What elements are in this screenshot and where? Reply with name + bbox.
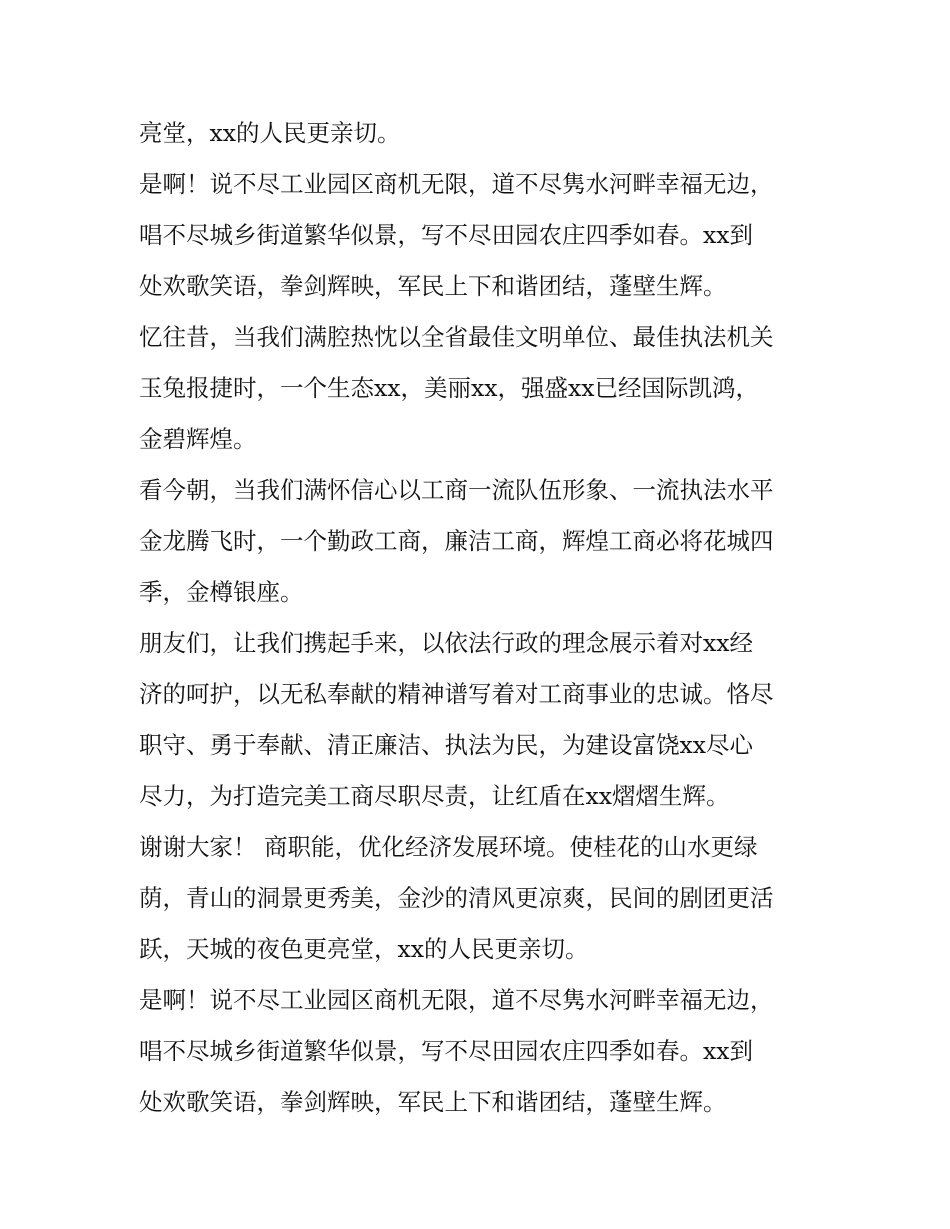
text-line: 金龙腾飞时，一个勤政工商，廉洁工商，辉煌工商必将花城四: [139, 527, 774, 555]
text-line: 亮堂，xx的人民更亲切。: [139, 119, 401, 147]
text-line: 职守、勇于奉献、清正廉洁、执法为民，为建设富饶xx尽心: [139, 731, 754, 759]
text-line: 唱不尽城乡街道繁华似景，写不尽田园农庄四季如春。xx到: [139, 221, 754, 249]
text-line: 看今朝，当我们满怀信心以工商一流队伍形象、一流执法水平: [139, 476, 774, 504]
text-line: 尽力，为打造完美工商尽职尽责，让红盾在xx熠熠生辉。: [139, 782, 730, 810]
text-line: 金碧辉煌。: [139, 425, 257, 453]
text-line: 济的呵护，以无私奉献的精神谱写着对工商事业的忠诚。恪尽: [139, 680, 774, 708]
text-line: 忆往昔，当我们满腔热忱以全省最佳文明单位、最佳执法机关: [139, 323, 774, 351]
text-line: 跃，天城的夜色更亮堂，xx的人民更亲切。: [139, 935, 589, 963]
text-line: 处欢歌笑语，拳剑辉映，军民上下和谐团结，蓬壁生辉。: [139, 272, 727, 300]
text-line: 是啊！说不尽工业园区商机无限，道不尽隽水河畔幸福无边，: [139, 170, 774, 198]
document-body: [139, 108, 819, 1128]
text-line: 玉兔报捷时，一个生态xx，美丽xx，强盛xx已经国际凯鸿，: [139, 374, 760, 402]
text-line: 唱不尽城乡街道繁华似景，写不尽田园农庄四季如春。xx到: [139, 1037, 754, 1065]
text-line: 朋友们，让我们携起手来，以依法行政的理念展示着对xx经: [139, 629, 754, 657]
text-line: 处欢歌笑语，拳剑辉映，军民上下和谐团结，蓬壁生辉。: [139, 1088, 727, 1116]
text-line: 荫，青山的洞景更秀美，金沙的清风更凉爽，民间的剧团更活: [139, 884, 774, 912]
text-line: 是啊！说不尽工业园区商机无限，道不尽隽水河畔幸福无边，: [139, 986, 774, 1014]
text-line: 谢谢大家！ 商职能，优化经济发展环境。使桂花的山水更绿: [139, 833, 758, 861]
text-line: 季，金樽银座。: [139, 578, 304, 606]
